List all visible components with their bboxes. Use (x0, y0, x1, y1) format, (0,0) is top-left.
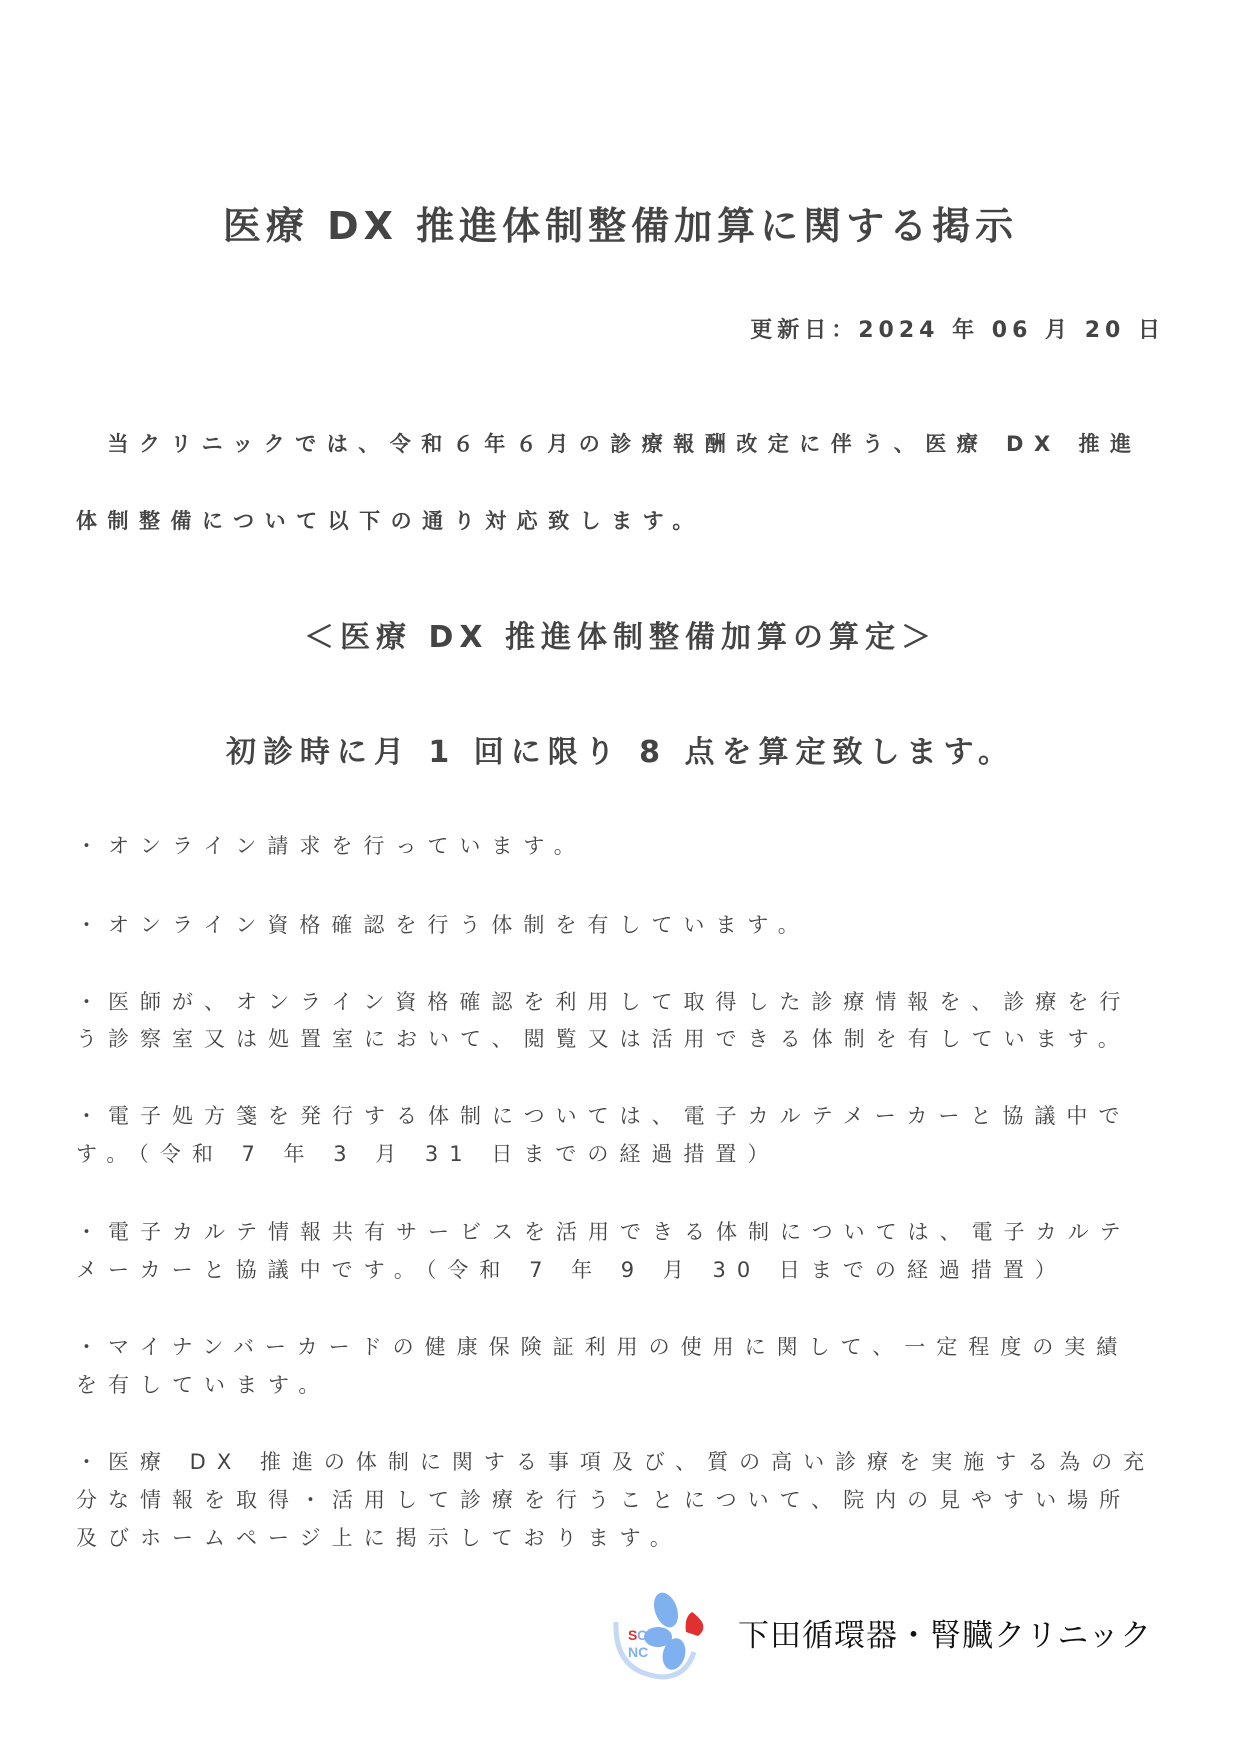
section-heading: ＜医療 DX 推進体制整備加算の算定＞ (304, 620, 937, 655)
page-title: 医療 DX 推進体制整備加算に関する掲示 (222, 204, 1019, 248)
clinic-logo (606, 1582, 718, 1682)
bullet-line: 及びホームページ上に掲示しております。 (76, 1526, 682, 1550)
bullet-line: ・オンライン資格確認を行う体制を有しています。 (76, 913, 810, 937)
calculation-statement: 初診時に月 1 回に限り 8 点を算定致します。 (225, 735, 1016, 770)
bullet-line: メーカーと協議中です。（令和 7 年 9 月 30 日までの経過措置） (76, 1258, 1067, 1282)
bullet-line: を有しています。 (76, 1373, 331, 1397)
bullet-line: ・医療 DX 推進の体制に関する事項及び、質の高い診療を実施する為の充 (76, 1450, 1156, 1474)
bullet-line: 分な情報を取得・活用して診療を行うことについて、院内の見やすい場所 (76, 1488, 1132, 1512)
svg-text:S: S (628, 1627, 638, 1643)
updated-date: 更新日：2024 年 06 月 20 日 (750, 318, 1165, 343)
bullet-line: ・オンライン請求を行っています。 (76, 834, 586, 858)
clinic-name: 下田循環器・腎臓クリニック (738, 1618, 1153, 1654)
bullet-line: ・マイナンバーカードの健康保険証利用の使用に関して、一定程度の実績 (76, 1335, 1129, 1359)
bullet-line: ・電子カルテ情報共有サービスを活用できる体制については、電子カルテ (76, 1220, 1132, 1244)
svg-text:NC: NC (628, 1644, 649, 1660)
bullet-line: ・電子処方箋を発行する体制については、電子カルテメーカーと協議中で (76, 1104, 1131, 1128)
intro-line: 体制整備について以下の通り対応致します。 (76, 509, 704, 533)
intro-line: 当クリニックでは、令和６年６月の診療報酬改定に伴う、医療 DX 推進 (76, 432, 1142, 456)
svg-text:C: C (637, 1627, 648, 1643)
bullet-line: ・医師が、オンライン資格確認を利用して取得した診療情報を、診療を行 (76, 990, 1132, 1014)
bullet-line: す。（令和 7 年 3 月 31 日までの経過措置） (76, 1142, 780, 1166)
bullet-line: う診察室又は処置室において、閲覧又は活用できる体制を有しています。 (76, 1027, 1130, 1051)
